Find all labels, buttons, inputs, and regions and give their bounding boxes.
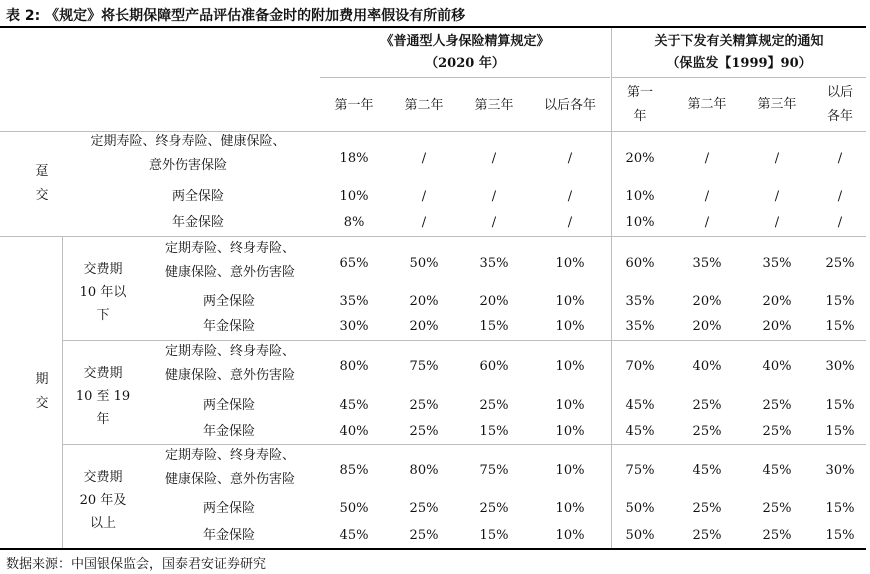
- value-cell: 20%: [692, 293, 722, 309]
- payment-period-label: 下: [96, 308, 110, 323]
- value-cell: 45%: [339, 527, 369, 543]
- value-cell: 40%: [339, 423, 369, 439]
- value-cell: 10%: [555, 358, 585, 374]
- product-name: 定期寿险、终身寿险、健康保险、: [90, 134, 286, 149]
- value-cell: 80%: [339, 358, 369, 374]
- section-label: 趸: [35, 164, 49, 179]
- group-header-title: 关于下发有关精算规定的通知: [654, 34, 824, 49]
- value-cell: 10%: [555, 293, 585, 309]
- value-cell: 50%: [625, 500, 655, 516]
- value-cell: 25%: [692, 423, 722, 439]
- value-cell: 15%: [825, 397, 855, 413]
- value-cell: /: [421, 150, 427, 166]
- value-cell: 20%: [762, 293, 792, 309]
- value-cell: 80%: [409, 462, 439, 478]
- value-cell: 15%: [825, 318, 855, 334]
- group-header-title: 《普通型人身保险精算规定》: [380, 34, 550, 49]
- table-title: 表 2: 《规定》将长期保障型产品评估准备金时的附加费用率假设有所前移: [6, 8, 466, 24]
- value-cell: /: [567, 188, 573, 204]
- product-name: 健康保险、意外伤害险: [164, 265, 295, 280]
- value-cell: 20%: [692, 318, 722, 334]
- payment-period-label: 交费期: [83, 470, 123, 485]
- value-cell: 65%: [339, 255, 369, 271]
- value-cell: /: [491, 214, 497, 230]
- value-cell: 25%: [409, 527, 439, 543]
- value-cell: 10%: [555, 318, 585, 334]
- value-cell: 45%: [339, 397, 369, 413]
- value-cell: 70%: [625, 358, 655, 374]
- value-cell: /: [704, 188, 710, 204]
- value-cell: 8%: [343, 214, 365, 230]
- value-cell: 60%: [625, 255, 655, 271]
- value-cell: 15%: [479, 318, 509, 334]
- value-cell: 75%: [409, 358, 439, 374]
- section-label: 交: [35, 188, 49, 203]
- payment-period-label: 交费期: [83, 262, 123, 277]
- value-cell: /: [774, 214, 780, 230]
- value-cell: 15%: [825, 423, 855, 439]
- value-cell: 85%: [339, 462, 369, 478]
- value-cell: 25%: [409, 397, 439, 413]
- value-cell: /: [837, 214, 843, 230]
- value-cell: 30%: [825, 358, 855, 374]
- value-cell: 25%: [762, 397, 792, 413]
- year-header: 第一: [626, 85, 653, 100]
- payment-period-label: 交费期: [83, 366, 123, 381]
- group-header-year: （2020 年）: [425, 56, 505, 71]
- header-divider-g1: [320, 77, 610, 78]
- value-cell: 15%: [825, 293, 855, 309]
- product-name: 两全保险: [171, 188, 224, 204]
- value-cell: /: [567, 150, 573, 166]
- year-header: 第三年: [757, 97, 797, 112]
- value-cell: 50%: [339, 500, 369, 516]
- product-name: 意外伤害保险: [148, 158, 227, 173]
- top-rule: [0, 26, 866, 28]
- payment-period-label: 10 至 19: [75, 389, 131, 404]
- value-cell: 40%: [692, 358, 722, 374]
- year-header: 第二年: [404, 97, 444, 113]
- value-cell: 20%: [762, 318, 792, 334]
- product-name: 年金保险: [202, 527, 255, 543]
- year-header: 以后: [826, 85, 853, 100]
- value-cell: 35%: [625, 318, 655, 334]
- value-cell: 30%: [825, 462, 855, 478]
- product-name: 两全保险: [202, 397, 255, 413]
- value-cell: 25%: [692, 397, 722, 413]
- product-name: 年金保险: [202, 423, 255, 439]
- value-cell: 25%: [692, 500, 722, 516]
- value-cell: 25%: [762, 500, 792, 516]
- section-label: 期: [35, 372, 49, 387]
- value-cell: 45%: [625, 423, 655, 439]
- product-name: 定期寿险、终身寿险、: [164, 448, 295, 463]
- value-cell: 40%: [762, 358, 792, 374]
- value-cell: 18%: [339, 150, 369, 166]
- payment-period-label: 年: [96, 412, 110, 427]
- payment-period-label: 20 年及: [79, 493, 127, 508]
- value-cell: 30%: [339, 318, 369, 334]
- payment-period-label: 10 年以: [79, 285, 127, 300]
- bottom-rule: [0, 548, 866, 550]
- value-cell: /: [774, 150, 780, 166]
- value-cell: /: [704, 150, 710, 166]
- value-cell: 10%: [625, 214, 655, 230]
- value-cell: 45%: [692, 462, 722, 478]
- value-cell: 15%: [479, 423, 509, 439]
- year-header: 年: [633, 109, 647, 124]
- section-label: 交: [35, 396, 49, 411]
- year-header: 第二年: [687, 97, 727, 112]
- value-cell: 35%: [762, 255, 792, 271]
- value-cell: 15%: [825, 527, 855, 543]
- value-cell: /: [837, 150, 843, 166]
- value-cell: 35%: [339, 293, 369, 309]
- value-cell: 10%: [555, 527, 585, 543]
- product-name: 定期寿险、终身寿险、: [164, 241, 295, 256]
- product-name: 健康保险、意外伤害险: [164, 368, 295, 383]
- value-cell: /: [491, 188, 497, 204]
- data-source-note: 数据来源：中国银保监会，国泰君安证券研究: [6, 557, 267, 572]
- product-name: 两全保险: [202, 293, 255, 309]
- value-cell: 10%: [625, 188, 655, 204]
- value-cell: 35%: [479, 255, 509, 271]
- value-cell: 50%: [625, 527, 655, 543]
- product-name: 健康保险、意外伤害险: [164, 472, 295, 487]
- value-cell: 25%: [479, 500, 509, 516]
- product-name: 年金保险: [171, 214, 224, 230]
- value-cell: 20%: [409, 318, 439, 334]
- year-header: 第三年: [474, 97, 514, 113]
- value-cell: 10%: [555, 423, 585, 439]
- year-header: 第一年: [334, 97, 374, 113]
- value-cell: 45%: [762, 462, 792, 478]
- value-cell: 10%: [555, 500, 585, 516]
- product-name: 两全保险: [202, 500, 255, 516]
- year-header: 以后各年: [543, 97, 596, 113]
- value-cell: 10%: [555, 462, 585, 478]
- value-cell: /: [704, 214, 710, 230]
- value-cell: 15%: [825, 500, 855, 516]
- value-cell: 20%: [625, 150, 655, 166]
- value-cell: 60%: [479, 358, 509, 374]
- value-cell: /: [421, 214, 427, 230]
- value-cell: /: [421, 188, 427, 204]
- value-cell: 25%: [409, 423, 439, 439]
- product-name: 定期寿险、终身寿险、: [164, 344, 295, 359]
- group-header-year: （保监发【1999】90）: [666, 56, 812, 71]
- value-cell: 25%: [692, 527, 722, 543]
- value-cell: 35%: [692, 255, 722, 271]
- value-cell: 10%: [555, 255, 585, 271]
- header-divider-g2: [612, 77, 866, 78]
- value-cell: /: [774, 188, 780, 204]
- value-cell: 25%: [479, 397, 509, 413]
- value-cell: 10%: [555, 397, 585, 413]
- value-cell: 20%: [409, 293, 439, 309]
- value-cell: 20%: [479, 293, 509, 309]
- value-cell: /: [567, 214, 573, 230]
- value-cell: 25%: [825, 255, 855, 271]
- payment-period-label: 以上: [89, 516, 116, 531]
- value-cell: 25%: [762, 423, 792, 439]
- value-cell: 10%: [339, 188, 369, 204]
- year-header: 各年: [826, 109, 853, 124]
- value-cell: 50%: [409, 255, 439, 271]
- product-name: 年金保险: [202, 318, 255, 334]
- value-cell: 45%: [625, 397, 655, 413]
- value-cell: 75%: [479, 462, 509, 478]
- value-cell: 25%: [409, 500, 439, 516]
- value-cell: 35%: [625, 293, 655, 309]
- value-cell: 75%: [625, 462, 655, 478]
- value-cell: 15%: [479, 527, 509, 543]
- value-cell: /: [837, 188, 843, 204]
- value-cell: /: [491, 150, 497, 166]
- value-cell: 25%: [762, 527, 792, 543]
